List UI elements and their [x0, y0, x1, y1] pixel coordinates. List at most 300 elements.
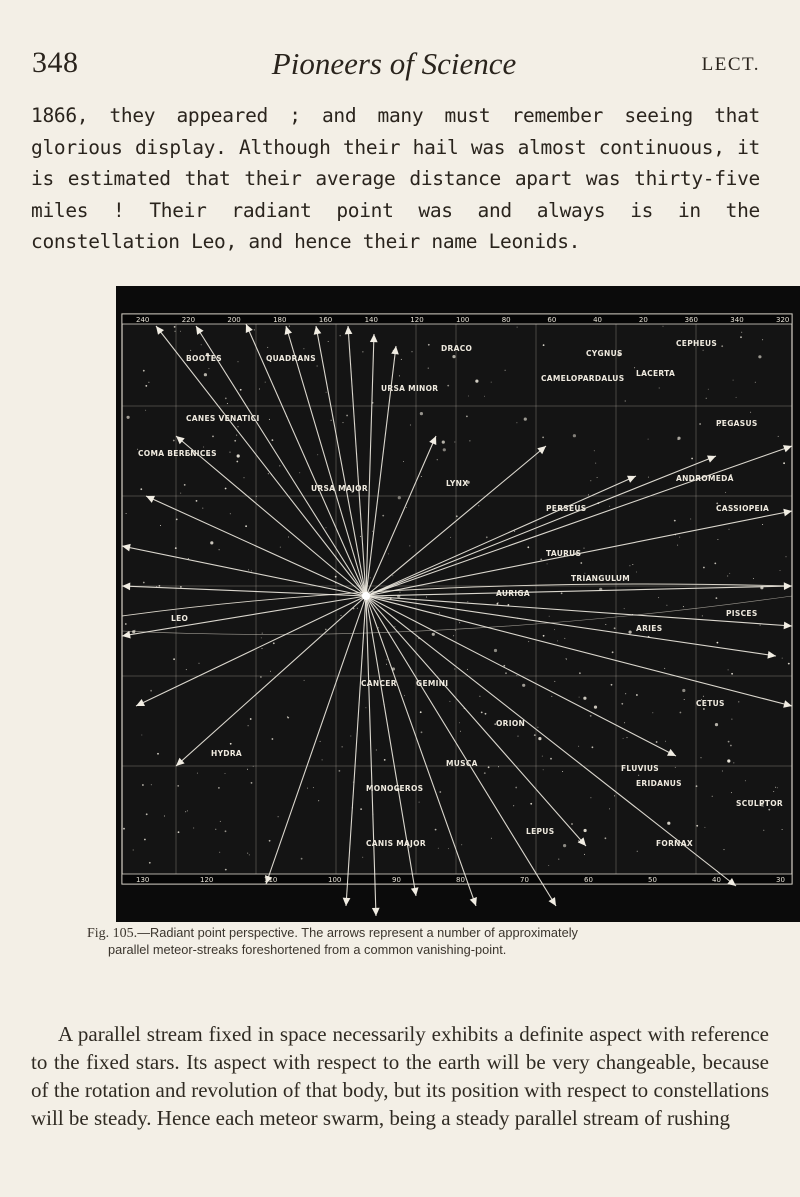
star-dot — [760, 625, 761, 626]
star-dot — [614, 627, 616, 629]
star-dot — [592, 746, 594, 748]
star-dot — [404, 695, 405, 696]
star-dot — [248, 725, 249, 726]
star-dot — [778, 436, 779, 437]
star-dot — [384, 759, 386, 761]
star-dot — [548, 865, 549, 866]
star-dot — [326, 392, 327, 393]
page-header — [28, 46, 760, 90]
star-dot — [728, 741, 730, 743]
star-dot — [325, 629, 327, 631]
star-dot — [386, 664, 387, 665]
star-dot — [140, 488, 142, 490]
star-dot — [432, 633, 435, 636]
ra-scale-label-top: 80 — [501, 316, 511, 324]
star-dot — [475, 380, 478, 383]
arrowhead-icon — [372, 908, 380, 916]
star-dot — [456, 515, 458, 517]
figure-caption — [87, 925, 797, 958]
star-dot — [609, 506, 610, 507]
star-dot — [773, 791, 774, 792]
star-dot — [675, 767, 676, 768]
star-dot — [178, 831, 180, 833]
star-dot — [724, 849, 725, 850]
star-dot — [664, 668, 665, 669]
star-dot — [703, 696, 704, 697]
star-dot — [215, 829, 216, 830]
star-dot — [288, 537, 289, 538]
star-dot — [625, 401, 626, 402]
star-dot — [725, 492, 726, 493]
star-dot — [240, 389, 242, 391]
ra-scale-label-top: 320 — [776, 316, 790, 324]
constellation-label: CANIS MAJOR — [366, 839, 426, 848]
star-dot — [703, 708, 705, 710]
star-dot — [627, 737, 628, 738]
star-dot — [399, 375, 400, 376]
star-dot — [398, 496, 401, 499]
star-dot — [597, 477, 598, 478]
star-dot — [164, 816, 165, 817]
star-dot — [421, 731, 423, 733]
star-dot — [400, 592, 401, 593]
star-dot — [706, 398, 707, 399]
star-dot — [159, 585, 161, 587]
star-dot — [392, 575, 393, 576]
star-dot — [595, 463, 596, 464]
star-dot — [768, 809, 770, 811]
ra-scale-label-bottom: 40 — [712, 876, 721, 884]
star-dot — [648, 477, 649, 478]
star-dot — [180, 493, 181, 494]
section-mark: LECT. — [701, 54, 760, 75]
constellation-label: DRACO — [441, 344, 473, 353]
star-dot — [254, 329, 255, 330]
ra-scale-label-top: 360 — [684, 316, 698, 324]
star-dot — [453, 635, 454, 636]
star-dot — [721, 345, 723, 347]
star-dot — [339, 770, 341, 772]
arrowhead-icon — [411, 887, 419, 896]
star-dot — [514, 531, 515, 532]
star-dot — [322, 759, 323, 760]
star-dot — [729, 529, 730, 530]
star-dot — [728, 669, 729, 670]
star-dot — [439, 791, 441, 793]
star-dot — [494, 649, 497, 652]
constellation-label: TAURUS — [546, 549, 582, 558]
star-dot — [491, 382, 492, 383]
star-dot — [301, 858, 303, 860]
star-dot — [251, 570, 252, 571]
star-dot — [420, 412, 423, 415]
star-dot — [150, 690, 152, 692]
star-dot — [307, 788, 308, 789]
star-dot — [679, 537, 680, 538]
ra-scale-label-bottom: 110 — [264, 876, 278, 884]
star-dot — [372, 531, 373, 532]
star-dot — [557, 640, 558, 641]
star-dot — [484, 396, 485, 397]
star-dot — [594, 706, 597, 709]
ra-scale-label-bottom: 120 — [200, 876, 214, 884]
star-dot — [151, 784, 152, 785]
star-dot — [702, 615, 703, 616]
star-dot — [677, 545, 678, 546]
star-dot — [201, 344, 202, 345]
star-dot — [174, 326, 176, 328]
star-dot — [244, 477, 245, 478]
star-dot — [733, 380, 734, 381]
constellation-label: ERIDANUS — [636, 779, 682, 788]
star-dot — [406, 507, 407, 508]
star-dot — [562, 771, 563, 772]
constellation-label: LEO — [171, 614, 189, 623]
star-dot — [437, 459, 438, 460]
star-dot — [558, 859, 559, 860]
ra-scale-label-top: 60 — [547, 316, 557, 324]
star-dot — [755, 382, 756, 383]
star-dot — [144, 839, 146, 841]
star-dot — [261, 637, 262, 638]
ra-scale-label-top: 40 — [593, 316, 603, 324]
star-dot — [141, 735, 142, 736]
star-dot — [236, 435, 237, 436]
star-dot — [318, 800, 319, 801]
star-dot — [439, 612, 440, 613]
constellation-label: MUSCA — [446, 759, 478, 768]
star-dot — [727, 759, 730, 762]
star-dot — [326, 527, 327, 528]
star-dot — [491, 838, 492, 839]
star-dot — [187, 810, 188, 811]
star-dot — [386, 659, 387, 660]
star-dot — [584, 854, 585, 855]
star-dot — [566, 659, 567, 660]
star-dot — [684, 699, 685, 700]
star-dot — [127, 416, 130, 419]
star-dot — [448, 848, 449, 849]
star-dot — [133, 850, 134, 851]
chart-frame — [122, 314, 792, 884]
star-dot — [629, 565, 630, 566]
star-dot — [485, 713, 487, 715]
star-dot — [421, 476, 422, 477]
ra-scale-label-top: 220 — [181, 316, 196, 324]
star-dot — [230, 743, 232, 745]
star-dot — [554, 629, 555, 630]
star-dot — [219, 852, 220, 853]
ra-scale-label-bottom: 30 — [776, 876, 785, 884]
star-dot — [180, 331, 181, 332]
star-dot — [750, 412, 751, 413]
star-dot — [193, 828, 194, 829]
star-dot — [175, 331, 176, 332]
star-dot — [362, 351, 363, 352]
star-dot — [287, 717, 289, 719]
star-dot — [219, 549, 220, 550]
star-dot — [160, 525, 161, 526]
star-dot — [245, 525, 247, 527]
star-dot — [543, 769, 544, 770]
star-dot — [534, 734, 536, 736]
star-dot — [537, 727, 538, 728]
star-dot — [256, 496, 257, 497]
star-dot — [185, 811, 186, 812]
star-dot — [289, 326, 290, 327]
star-dot — [426, 597, 427, 598]
star-dot — [583, 697, 586, 700]
ra-scale-label-top: 20 — [638, 316, 648, 324]
star-dot — [578, 746, 579, 747]
star-dot — [467, 669, 468, 670]
star-dot — [503, 665, 505, 667]
star-dot — [701, 757, 702, 758]
star-dot — [714, 563, 716, 565]
star-dot — [691, 458, 693, 460]
ra-scale-label-top: 120 — [410, 316, 424, 324]
star-dot — [268, 473, 269, 474]
constellation-label: CANCER — [361, 679, 397, 688]
star-dot — [516, 675, 517, 676]
star-dot — [516, 422, 517, 423]
star-dot — [340, 335, 341, 336]
star-dot — [467, 601, 468, 602]
constellation-label: QUADRANS — [266, 354, 316, 363]
ra-scale-label-top: 100 — [456, 316, 470, 324]
star-dot — [343, 422, 344, 423]
star-dot — [202, 508, 203, 509]
star-dot — [238, 426, 239, 427]
star-dot — [762, 339, 763, 340]
star-dot — [704, 827, 705, 828]
constellation-label: LACERTA — [636, 369, 676, 378]
star-dot — [225, 398, 227, 400]
star-dot — [590, 480, 591, 481]
star-dot — [717, 539, 718, 540]
star-dot — [225, 830, 227, 832]
constellation-label: URSA MINOR — [381, 384, 439, 393]
star-dot — [648, 439, 649, 440]
star-dot — [594, 450, 595, 451]
star-dot — [428, 368, 429, 369]
star-dot — [197, 773, 198, 774]
star-dot — [652, 712, 653, 713]
star-dot — [143, 370, 145, 372]
constellation-label: HYDRA — [211, 749, 243, 758]
constellation-label: SCULPTOR — [736, 799, 783, 808]
star-dot — [267, 347, 268, 348]
star-dot — [731, 792, 732, 793]
star-dot — [542, 756, 543, 757]
star-dot — [715, 723, 718, 726]
star-dot — [665, 741, 666, 742]
star-dot — [753, 578, 754, 579]
constellation-label: ARIES — [636, 624, 663, 633]
star-dot — [420, 711, 422, 713]
star-dot — [234, 440, 236, 442]
star-dot — [273, 642, 275, 644]
star-dot — [783, 462, 785, 464]
ra-scale-label-top: 340 — [730, 316, 744, 324]
star-dot — [730, 745, 732, 747]
star-dot — [454, 669, 455, 670]
constellation-label: BOOTES — [186, 354, 222, 363]
caption-line-2: parallel meteor-streaks foreshortened from a common vanishing-point. — [108, 942, 507, 957]
star-dot — [780, 570, 781, 571]
star-dot — [262, 648, 263, 649]
star-dot — [479, 696, 480, 697]
star-dot — [566, 658, 567, 659]
star-dot — [247, 769, 248, 770]
constellation-label: FORNAX — [656, 839, 693, 848]
star-dot — [278, 816, 279, 817]
star-dot — [146, 813, 148, 815]
star-dot — [260, 676, 262, 678]
constellation-label: CETUS — [696, 699, 725, 708]
constellation-label: URSA MAJOR — [311, 484, 368, 493]
star-dot — [663, 326, 664, 327]
star-dot — [614, 795, 615, 796]
star-dot — [621, 703, 623, 705]
star-dot — [265, 382, 266, 383]
constellation-label: TRIANGULUM — [571, 574, 631, 583]
constellation-label: CEPHEUS — [676, 339, 718, 348]
star-dot — [578, 840, 579, 841]
star-dot — [269, 840, 271, 842]
star-dot — [176, 519, 178, 521]
constellation-label: CAMELOPARDALUS — [541, 374, 625, 383]
star-dot — [729, 573, 730, 574]
constellation-label: PEGASUS — [716, 419, 758, 428]
star-dot — [518, 736, 519, 737]
star-dot — [272, 439, 274, 441]
star-dot — [612, 651, 614, 653]
star-dot — [775, 787, 776, 788]
star-dot — [782, 829, 783, 830]
star-dot — [186, 669, 187, 670]
star-dot — [317, 366, 318, 367]
star-dot — [280, 547, 281, 548]
star-dot — [455, 630, 456, 631]
star-dot — [461, 844, 462, 845]
star-dot — [727, 576, 728, 577]
star-dot — [678, 439, 679, 440]
star-dot — [505, 370, 506, 371]
star-dot — [460, 731, 461, 732]
star-dot — [550, 758, 552, 760]
star-dot — [247, 853, 248, 854]
star-dot — [428, 344, 430, 346]
constellation-label: MONOCEROS — [366, 784, 424, 793]
star-dot — [346, 415, 348, 417]
star-dot — [362, 857, 363, 858]
star-dot — [478, 505, 479, 506]
constellation-label: ANDROMEDA — [676, 474, 734, 483]
star-dot — [788, 663, 790, 665]
star-dot — [259, 389, 260, 390]
star-dot — [540, 559, 542, 561]
star-dot — [667, 822, 670, 825]
star-dot — [203, 447, 204, 448]
ra-scale-label-top: 200 — [227, 316, 241, 324]
star-dot — [731, 673, 733, 675]
star-dot — [452, 355, 455, 358]
star-dot — [638, 775, 639, 776]
star-dot — [184, 484, 186, 486]
star-dot — [605, 837, 607, 839]
star-dot — [262, 633, 263, 634]
star-dot — [212, 436, 214, 438]
star-dot — [708, 389, 709, 390]
star-dot — [331, 420, 332, 421]
star-dot — [435, 829, 437, 831]
star-dot — [690, 519, 691, 520]
bottom-paragraph-block — [31, 1020, 769, 1132]
star-dot — [236, 461, 238, 463]
star-dot — [561, 592, 563, 594]
star-dot — [733, 762, 734, 763]
star-dot — [624, 608, 625, 609]
constellation-label: CANES VENATICI — [186, 414, 260, 423]
star-dot — [230, 452, 231, 453]
star-dot — [350, 736, 351, 737]
star-dot — [563, 844, 566, 847]
star-dot — [249, 854, 250, 855]
star-dot — [272, 738, 274, 740]
top-paragraph: 1866, they appeared ; and many must remember seeing that glorious display. Although their hail was almost continuous, it is estimated that their average distance apart was thirty-five miles ! Their radiant point was and always is in the constellation Leo, and hence their name Leonids. — [31, 104, 760, 253]
star-dot — [357, 608, 358, 609]
star-dot — [488, 766, 490, 768]
star-dot — [204, 373, 207, 376]
star-dot — [741, 332, 742, 333]
star-dot — [253, 766, 254, 767]
star-dot — [190, 350, 191, 351]
ra-scale-label-bottom: 50 — [648, 876, 657, 884]
star-dot — [517, 327, 518, 328]
star-dot — [123, 828, 125, 830]
star-dot — [419, 802, 420, 803]
star-dot — [515, 787, 517, 789]
star-dot — [125, 623, 127, 625]
star-dot — [208, 368, 209, 369]
constellation-label: COMA BERENICES — [138, 449, 217, 458]
star-dot — [782, 658, 783, 659]
star-dot — [218, 787, 220, 789]
star-dot — [584, 548, 585, 549]
ra-scale-label-top: 240 — [136, 316, 150, 324]
star-dot — [505, 672, 507, 674]
caption-label: Fig. 105. — [87, 926, 138, 941]
ra-scale-label-bottom: 90 — [392, 876, 401, 884]
star-dot — [177, 785, 179, 787]
star-dot — [454, 442, 455, 443]
star-dot — [758, 355, 761, 358]
star-dot — [401, 359, 402, 360]
star-dot — [584, 829, 587, 832]
star-dot — [313, 787, 314, 788]
star-dot — [656, 741, 658, 743]
ra-scale-label-bottom: 70 — [520, 876, 529, 884]
star-dot — [777, 787, 778, 788]
star-dot — [370, 577, 371, 578]
star-dot — [636, 694, 638, 696]
arrowhead-icon — [549, 897, 557, 906]
star-dot — [527, 546, 529, 548]
constellation-label: GEMINI — [416, 679, 449, 688]
star-dot — [528, 641, 529, 642]
star-dot — [442, 441, 445, 444]
